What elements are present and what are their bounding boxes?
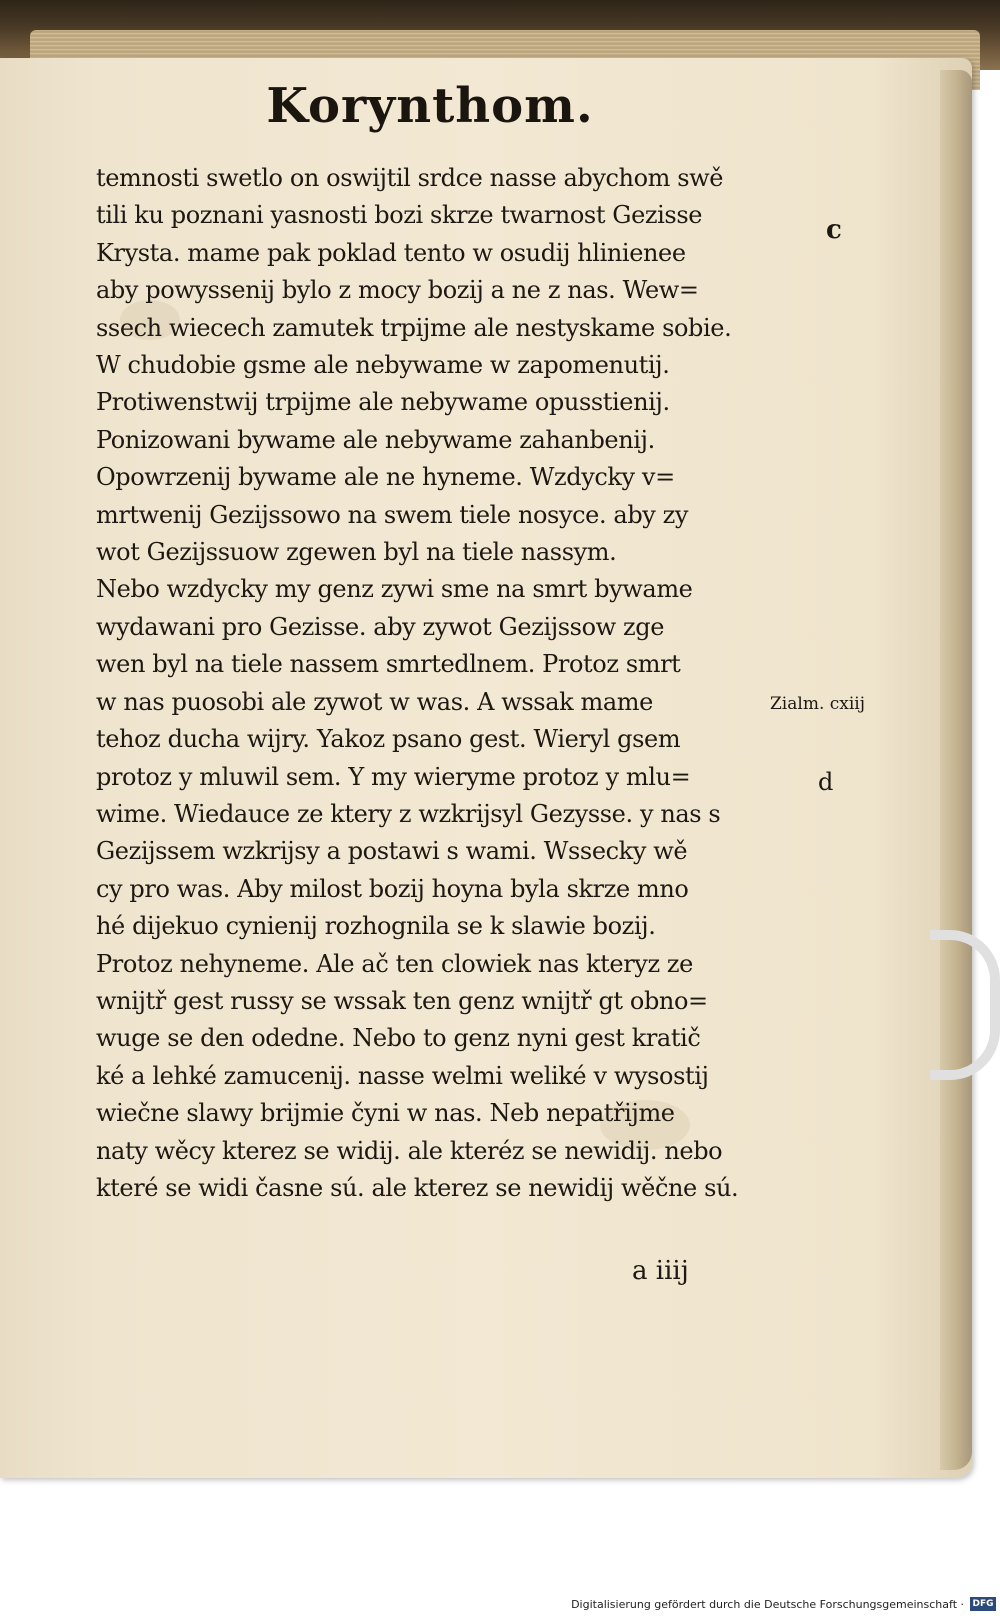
margin-note-d: d — [818, 768, 834, 796]
text-line: ssech wiecech zamutek trpijme ale nestyskame sobie. — [96, 313, 732, 342]
text-line: Protiwenstwij trpijme ale nebywame opusstienij. — [96, 388, 670, 417]
text-line: W chudobie gsme ale nebywame w zapomenutij. — [96, 351, 670, 380]
text-line: Gezijssem wzkrijsy a postawi s wami. Wssecky wě — [96, 837, 688, 866]
text-line: Opowrzenij bywame ale ne hyneme. Wzdycky v= — [96, 463, 675, 492]
margin-note-c: c — [826, 215, 842, 245]
running-head: Korynthom. — [266, 78, 594, 134]
text-line: protoz y mluwil sem. Y my wieryme protoz y mlu= — [96, 762, 691, 791]
text-line: naty wěcy kterez se widij. ale kteréz se newidij. nebo — [96, 1136, 723, 1165]
text-line: Ponizowani bywame ale nebywame zahanbenij. — [96, 425, 655, 454]
footer-credit: Digitalisierung gefördert durch die Deutsche Forschungsgemeinschaft · — [571, 1598, 964, 1611]
margin-note-psalm-reference: Zialm. cxiij — [770, 694, 866, 714]
footer-bar — [0, 1596, 1000, 1616]
text-line: wnijtř gest russy se wssak ten genz wnijtř gt obno= — [96, 986, 708, 1015]
text-line: hé dijekuo cynienij rozhognila se k slawie bozij. — [96, 912, 656, 941]
text-line: Krysta. mame pak poklad tento w osudij hlinienee — [96, 238, 686, 267]
dfg-logo-icon: DFG — [970, 1597, 996, 1611]
text-line: temnosti swetlo on oswijtil srdce nasse abychom swě — [96, 164, 724, 192]
text-line: wot Gezijssuow zgewen byl na tiele nassym. — [96, 538, 617, 567]
text-line: ké a lehké zamucenij. nasse welmi weliké v wysostij — [96, 1061, 709, 1090]
signature-mark: a iiij — [632, 1256, 689, 1286]
text-line: tili ku poznani yasnosti bozi skrze twarnost Gezisse — [96, 201, 703, 230]
text-line: w nas puosobi ale zywot w was. A wssak mame — [96, 687, 653, 716]
text-line: Protoz nehyneme. Ale ač ten clowiek nas kteryz ze — [96, 949, 693, 978]
text-line: wydawani pro Gezisse. aby zywot Gezijssow zge — [96, 612, 665, 641]
page-right-edge — [940, 70, 972, 1470]
text-line: wiečne slawy brijmie čyni w nas. Neb nepatřijme — [96, 1099, 675, 1128]
text-line: wen byl na tiele nassem smrtedlnem. Protoz smrt — [96, 650, 681, 679]
text-line: které se widi časne sú. ale kterez se newidij wěčne sú. — [96, 1173, 739, 1202]
text-line: mrtwenij Gezijssowo na swem tiele nosyce. aby zy — [96, 500, 689, 529]
text-line: Nebo wzdycky my genz zywi sme na smrt bywame — [96, 575, 693, 604]
body-text — [96, 160, 756, 1207]
text-line: cy pro was. Aby milost bozij hoyna byla skrze mno — [96, 874, 689, 903]
text-line: wime. Wiedauce ze ktery z wzkrijsyl Gezysse. y nas s — [96, 799, 721, 828]
page-clip — [930, 930, 1000, 1080]
text-line: wuge se den odedne. Nebo to genz nyni gest kratič — [96, 1024, 701, 1053]
text-line: aby powyssenij bylo z mocy bozij a ne z nas. Wew= — [96, 276, 699, 305]
text-line: tehoz ducha wijry. Yakoz psano gest. Wieryl gsem — [96, 725, 681, 754]
